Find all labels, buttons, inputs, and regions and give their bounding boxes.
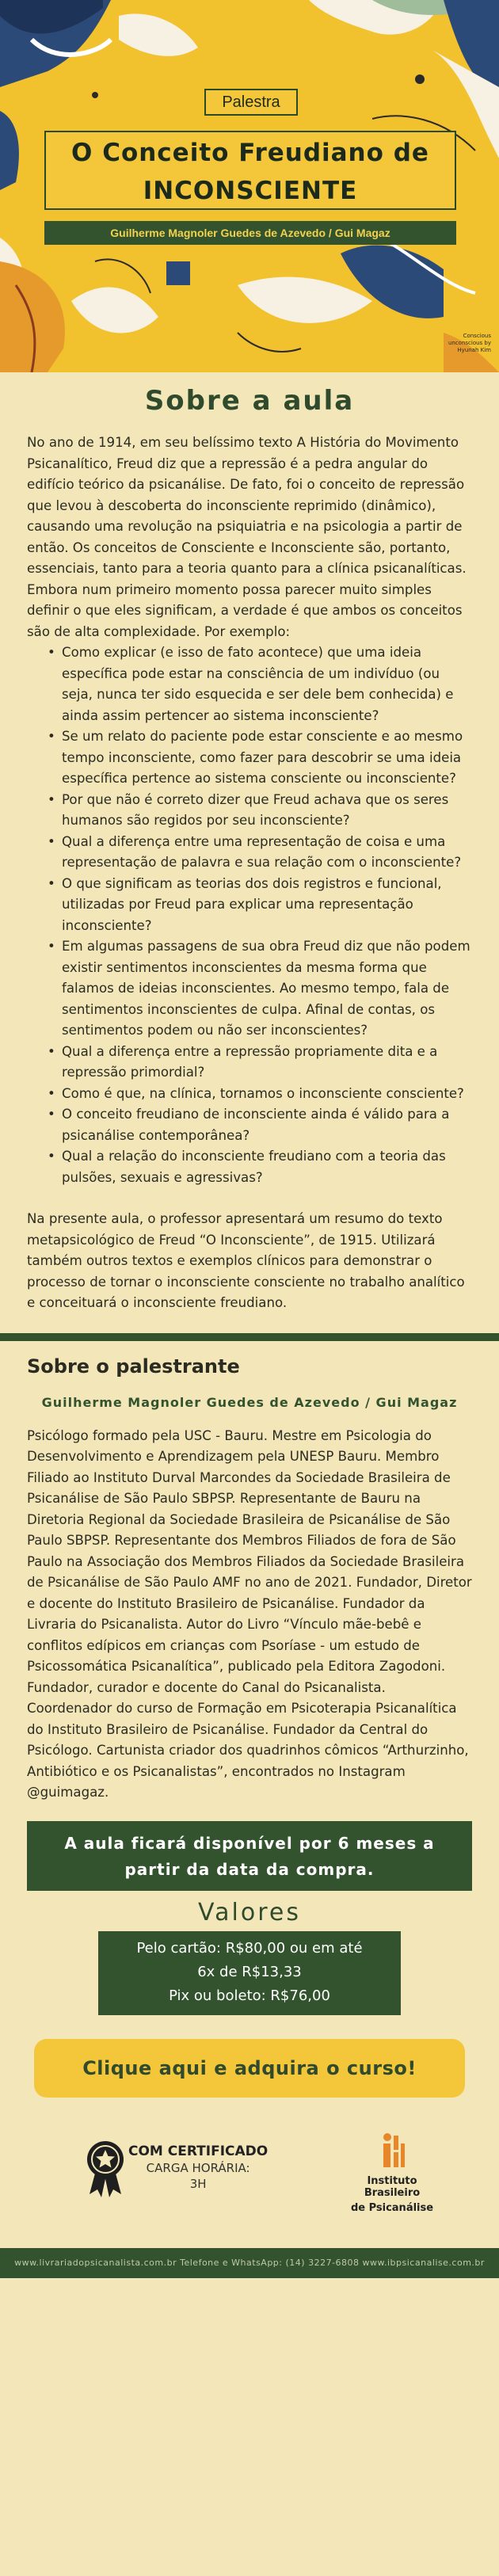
list-item: • Como explicar (e isso de fato acontece) que uma ideia específica pode estar na consciência de um indivíduo (ou seja, nunca ter sido esquecida e ser dele bem conhecida) e ainda assim pertencer ao sistema inconsciente? bbox=[52, 642, 472, 726]
list-item: • Qual a relação do inconsciente freudiano com a teoria das pulsões, sexuais e agressivas? bbox=[52, 1146, 472, 1188]
institute-logo-icon bbox=[376, 2132, 408, 2169]
about-heading: Sobre a aula bbox=[144, 385, 355, 417]
question-list bbox=[52, 642, 472, 1188]
footer-logos bbox=[0, 2098, 499, 2248]
about-section bbox=[0, 372, 499, 1333]
prices-section bbox=[0, 1891, 499, 2015]
hours-value: 3H bbox=[189, 2176, 207, 2191]
availability-notice bbox=[27, 1821, 472, 1891]
speaker-name: Guilherme Magnoler Guedes de Azevedo / Gui Magaz bbox=[41, 1394, 458, 1410]
speaker-section bbox=[0, 1341, 499, 1812]
page-title-line2: INCONSCIENTE bbox=[143, 177, 358, 205]
certificate-badge bbox=[86, 2139, 268, 2197]
hours-label: CARGA HORÁRIA: bbox=[146, 2160, 250, 2175]
card-price-line1: Pelo cartão: R$80,00 ou em até bbox=[136, 1939, 363, 1957]
hero-banner bbox=[0, 0, 499, 372]
availability-line2: partir da data da compra. bbox=[124, 1859, 375, 1879]
card-price-line2: 6x de R$13,33 bbox=[197, 1963, 302, 1980]
author-banner: Guilherme Magnoler Guedes de Azevedo / Gui Magaz bbox=[44, 221, 456, 245]
speaker-bio: Psicólogo formado pela USC - Bauru. Mestre em Psicologia do Desenvolvimento e Aprendizagem pela UNESP Bauru. Membro Filiado ao Instituto Durval Marcondes da Sociedade Brasileira de Psicanálise de São Paulo SBPSP. Representante de Bauru na Diretoria Regional da Sociedade Brasileira de Psicanálise de São Paulo SBPSP. Representante dos Membros Filiados de fora de São Paulo na Associação dos Membros Filiados da Sociedade Brasileira de Psicanálise de São Paulo AMF no ano de 2021. Fundador, Diretor e docente do Instituto Brasileiro de Psicanálise. Fundador da Livraria do Psicanalista. Autor do Livro “Vínculo mãe-bebê e conflitos edípicos em crianças com Psoríase - um estudo de Psicossomática Psicanalítica”, publicado pela Editora Zagodoni. Fundador, curador e docente do Canal do Psicanalista. Coordenador do curso de Formação em Psicoterapia Psicanalítica do Instituto Brasileiro de Psicanálise. Fundador da Central do Psicólogo. Cartunista criador dos quadrinhos cômicos “Arthurzinho, Antibiótico e os Psicanalistas”, encontrados no Instagram @guimagaz. bbox=[27, 1427, 472, 1800]
list-item: • O conceito freudiano de inconsciente ainda é válido para a psicanálise contemporânea? bbox=[52, 1104, 472, 1146]
institute-logo bbox=[341, 2132, 444, 2214]
institute-name-line2: de Psicanálise bbox=[350, 2201, 434, 2214]
about-intro: No ano de 1914, em seu belíssimo texto A História do Movimento Psicanalítico, Freud diz que a repressão é a pedra angular do edifício teórico da psicanálise. De fato, foi o conceito de repressão que levou à descoberta do inconsciente reprimido (dinâmico), causando uma revolução na psiquiatria e na psicologia a partir de então. Os conceitos de Consciente e Inconsciente são, portanto, essenciais, tanto para a teoria quanto para a clínica psicanalíticas. Embora num primeiro momento possa parecer muito simples definir o que eles significam, a verdade é que ambos os conceitos são de alta complexidade. Por exemplo: bbox=[27, 435, 467, 639]
certificate-title: COM CERTIFICADO bbox=[128, 2143, 269, 2159]
event-type-tag: Palestra bbox=[204, 89, 298, 116]
speaker-heading: Sobre o palestrante bbox=[27, 1355, 240, 1378]
page-title-line1: O Conceito Freudiano de bbox=[71, 139, 429, 167]
pix-price: Pix ou boleto: R$76,00 bbox=[169, 1987, 330, 2004]
prices-heading: Valores bbox=[197, 1898, 302, 1926]
list-item: • Em algumas passagens de sua obra Freud diz que não podem existir sentimentos inconscientes da mesma forma que falamos de ideias inconscientes. Ao mesmo tempo, fala de sentimentos inconscientes de culpa. Afinal de contas, os sentimentos podem ou não ser inconscientes? bbox=[52, 936, 472, 1042]
list-item: • O que significam as teorias dos dois registros e funcional, utilizadas por Freud para explicar uma representação inconsciente? bbox=[52, 874, 472, 937]
footer-bar: www.livrariadopsicanalista.com.br Telefone e WhatsApp: (14) 3227-6808 www.ibpsicanalise.com.br bbox=[0, 2248, 499, 2278]
list-item: • Se um relato do paciente pode estar consciente e ao mesmo tempo inconsciente, como fazer para descobrir se uma ideia específica pertence ao sistema consciente ou inconsciente? bbox=[52, 726, 472, 790]
list-item: • Como é que, na clínica, tornamos o inconsciente consciente? bbox=[52, 1084, 472, 1105]
about-closing: Na presente aula, o professor apresentará um resumo do texto metapsicológico de Freud “O Inconsciente”, de 1915. Utilizará também outros textos e exemplos clínicos para demonstrar o processo de tornar o inconsciente consciente no trabalho analítico e conceituará o inconsciente freudiano. bbox=[27, 1211, 465, 1310]
section-divider bbox=[0, 1333, 499, 1341]
institute-name-line1: Instituto Brasileiro bbox=[364, 2174, 421, 2199]
list-item: • Por que não é correto dizer que Freud achava que os seres humanos são regidos por seu inconsciente? bbox=[52, 790, 472, 832]
image-credit: Conscious unconscious by Hyunah Kim bbox=[448, 333, 491, 353]
title-box bbox=[44, 131, 456, 210]
availability-line1: A aula ficará disponível por 6 meses a bbox=[64, 1833, 435, 1853]
list-item: • Qual a diferença entre uma representação de coisa e uma representação de palavra e sua relação com o inconsciente? bbox=[52, 832, 472, 874]
buy-course-button[interactable]: Clique aqui e adquira o curso! bbox=[34, 2039, 465, 2098]
certificate-text bbox=[128, 2139, 268, 2191]
medal-icon bbox=[86, 2139, 125, 2197]
price-box bbox=[98, 1931, 401, 2015]
list-item: • Qual a diferença entre a repressão propriamente dita e a repressão primordial? bbox=[52, 1042, 472, 1084]
